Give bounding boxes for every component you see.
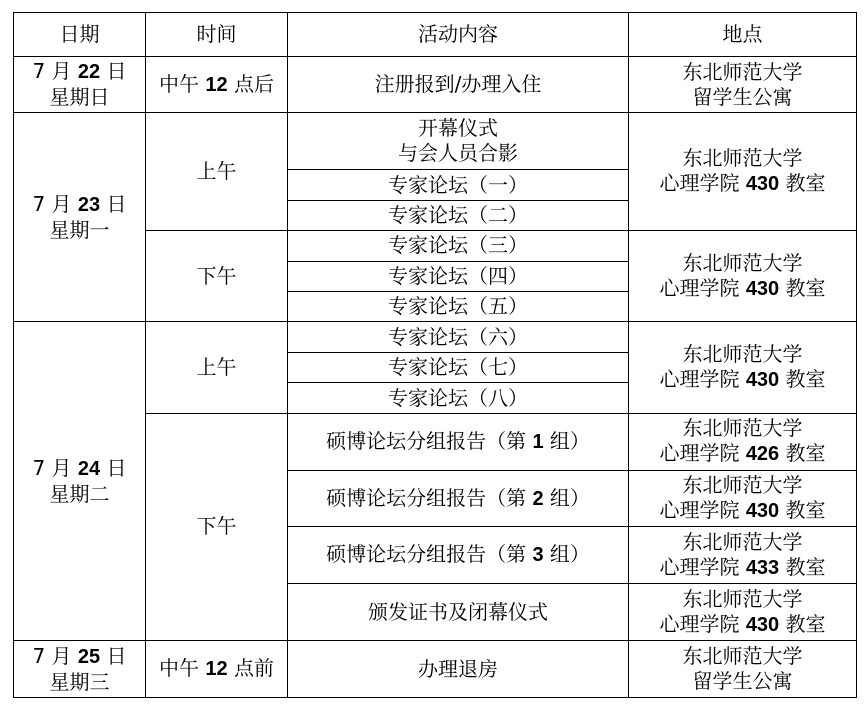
date-cell-jul25: 7 月 25 日 星期三 <box>14 641 146 698</box>
weekday-label: 星期二 <box>49 481 110 506</box>
header-row <box>14 13 857 57</box>
activity-forum-3: 专家论坛（三） <box>288 231 629 261</box>
time-cell-morning: 上午 <box>146 113 288 231</box>
location-room-433: 东北师范大学 心理学院 433 教室 <box>629 527 857 584</box>
table-row <box>14 322 857 352</box>
activity-forum-2: 专家论坛（二） <box>288 200 629 230</box>
activity-group-3: 硕博论坛分组报告（第 3 组） <box>288 527 629 584</box>
time-cell-noon-after: 中午 12 点后 <box>146 56 288 113</box>
table-row <box>14 641 857 698</box>
weekday-label: 星期日 <box>49 85 110 110</box>
header-date: 日期 <box>14 13 146 57</box>
activity-register: 注册报到/办理入住 <box>288 56 629 113</box>
activity-group-1: 硕博论坛分组报告（第 1 组） <box>288 413 629 470</box>
activity-forum-5: 专家论坛（五） <box>288 292 629 322</box>
time-cell-morning: 上午 <box>146 322 288 413</box>
location-room-430: 东北师范大学 心理学院 430 教室 <box>629 113 857 231</box>
activity-closing: 颁发证书及闭幕仪式 <box>288 584 629 641</box>
date-cell-jul23: 7 月 23 日 星期一 <box>14 113 146 322</box>
activity-forum-1: 专家论坛（一） <box>288 170 629 200</box>
location-dorm: 东北师范大学 留学生公寓 <box>629 56 857 113</box>
table-row <box>14 113 857 170</box>
date-cell-jul22: 7 月 22 日 星期日 <box>14 56 146 113</box>
activity-forum-6: 专家论坛（六） <box>288 322 629 352</box>
location-room-426: 东北师范大学 心理学院 426 教室 <box>629 413 857 470</box>
activity-forum-8: 专家论坛（八） <box>288 383 629 413</box>
weekday-label: 星期一 <box>49 217 110 242</box>
header-activity: 活动内容 <box>288 13 629 57</box>
weekday-label: 星期三 <box>49 669 110 694</box>
time-cell-afternoon: 下午 <box>146 413 288 640</box>
activity-forum-7: 专家论坛（七） <box>288 352 629 382</box>
activity-group-2: 硕博论坛分组报告（第 2 组） <box>288 470 629 527</box>
date-cell-jul24: 7 月 24 日 星期二 <box>14 322 146 641</box>
schedule-table <box>13 12 857 698</box>
location-room-430: 东北师范大学 心理学院 430 教室 <box>629 470 857 527</box>
location-room-430: 东北师范大学 心理学院 430 教室 <box>629 584 857 641</box>
header-time: 时间 <box>146 13 288 57</box>
location-room-430: 东北师范大学 心理学院 430 教室 <box>629 322 857 413</box>
location-room-430: 东北师范大学 心理学院 430 教室 <box>629 231 857 322</box>
location-dorm: 东北师范大学 留学生公寓 <box>629 641 857 698</box>
header-location: 地点 <box>629 13 857 57</box>
time-cell-afternoon: 下午 <box>146 231 288 322</box>
table-row <box>14 56 857 113</box>
activity-checkout: 办理退房 <box>288 641 629 698</box>
time-cell-noon-before: 中午 12 点前 <box>146 641 288 698</box>
activity-opening: 开幕仪式 与会人员合影 <box>288 113 629 170</box>
activity-forum-4: 专家论坛（四） <box>288 261 629 291</box>
